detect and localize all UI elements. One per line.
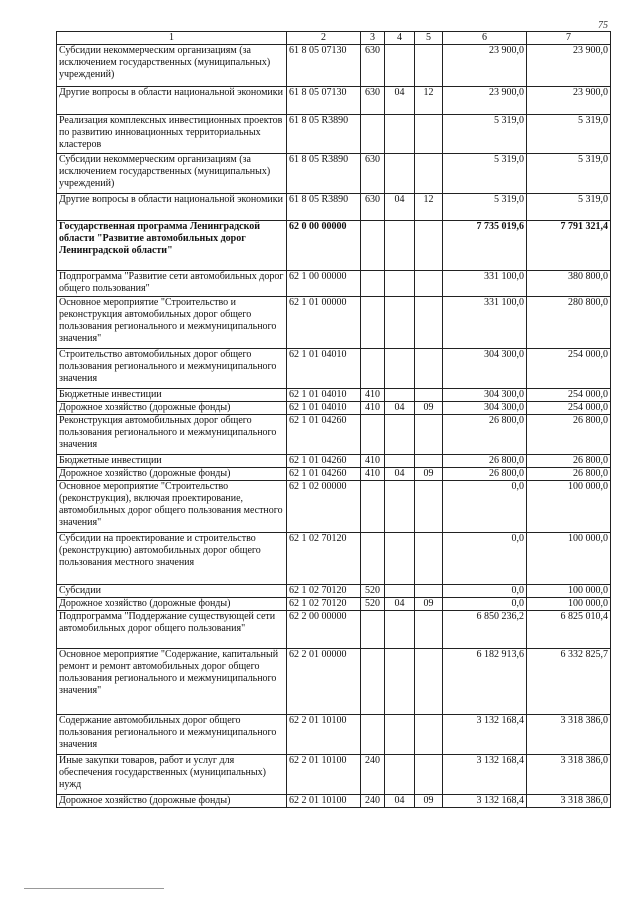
subsection-cell: 09 [415, 598, 443, 611]
target-article-cell: 62 1 02 70120 [287, 585, 361, 598]
expense-type-cell [361, 533, 385, 585]
section-cell [385, 481, 415, 533]
amount-year1-cell: 5 319,0 [443, 115, 527, 154]
amount-year2-cell: 23 900,0 [527, 45, 611, 87]
amount-year2-cell: 100 000,0 [527, 533, 611, 585]
amount-year1-cell: 304 300,0 [443, 402, 527, 415]
column-number: 4 [385, 32, 415, 45]
amount-year2-cell: 23 900,0 [527, 87, 611, 115]
amount-year1-cell: 6 182 913,6 [443, 649, 527, 715]
page-number: 75 [598, 20, 608, 31]
target-article-cell: 62 1 01 04260 [287, 468, 361, 481]
target-article-cell: 61 8 05 07130 [287, 45, 361, 87]
amount-year1-cell: 26 800,0 [443, 415, 527, 455]
amount-year2-cell: 380 800,0 [527, 271, 611, 297]
table-row [57, 611, 611, 649]
amount-year1-cell: 5 319,0 [443, 194, 527, 221]
row-name-cell: Другие вопросы в области национальной экономики [57, 87, 287, 115]
amount-year2-cell: 100 000,0 [527, 585, 611, 598]
subsection-cell [415, 481, 443, 533]
amount-year1-cell: 304 300,0 [443, 349, 527, 389]
target-article-cell: 62 0 00 00000 [287, 221, 361, 271]
expense-type-cell: 410 [361, 389, 385, 402]
amount-year2-cell: 100 000,0 [527, 481, 611, 533]
table-row [57, 481, 611, 533]
amount-year2-cell: 3 318 386,0 [527, 795, 611, 808]
row-name-cell: Реализация комплексных инвестиционных проектов по развитию инновационных территориальных кластеров [57, 115, 287, 154]
expense-type-cell [361, 221, 385, 271]
table-row [57, 455, 611, 468]
section-cell [385, 755, 415, 795]
column-number: 3 [361, 32, 385, 45]
section-cell: 04 [385, 87, 415, 115]
subsection-cell [415, 533, 443, 585]
row-name-cell: Субсидии на проектирование и строительство (реконструкцию) автомобильных дорог общего пользования местного значения [57, 533, 287, 585]
amount-year1-cell: 331 100,0 [443, 297, 527, 349]
subsection-cell [415, 45, 443, 87]
row-name-cell: Иные закупки товаров, работ и услуг для обеспечения государственных (муниципальных) нужд [57, 755, 287, 795]
expense-type-cell [361, 415, 385, 455]
target-article-cell: 62 1 02 70120 [287, 598, 361, 611]
subsection-cell: 09 [415, 468, 443, 481]
amount-year2-cell: 6 332 825,7 [527, 649, 611, 715]
table-row [57, 598, 611, 611]
row-name-cell: Субсидии некоммерческим организациям (за исключением государственных (муниципальных) учреждений) [57, 45, 287, 87]
amount-year1-cell: 23 900,0 [443, 45, 527, 87]
row-name-cell: Бюджетные инвестиции [57, 389, 287, 402]
expense-type-cell [361, 715, 385, 755]
amount-year1-cell: 7 735 019,6 [443, 221, 527, 271]
expense-type-cell: 630 [361, 45, 385, 87]
table-row [57, 115, 611, 154]
table-row [57, 755, 611, 795]
column-number: 6 [443, 32, 527, 45]
subsection-cell [415, 755, 443, 795]
expense-type-cell: 410 [361, 402, 385, 415]
column-number: 7 [527, 32, 611, 45]
section-cell [385, 533, 415, 585]
amount-year2-cell: 5 319,0 [527, 115, 611, 154]
target-article-cell: 62 2 01 10100 [287, 715, 361, 755]
subsection-cell [415, 271, 443, 297]
expense-type-cell [361, 349, 385, 389]
table-row [57, 297, 611, 349]
amount-year2-cell: 254 000,0 [527, 389, 611, 402]
target-article-cell: 62 2 01 00000 [287, 649, 361, 715]
subsection-cell [415, 154, 443, 194]
target-article-cell: 62 1 01 04260 [287, 455, 361, 468]
expense-type-cell: 520 [361, 585, 385, 598]
section-cell [385, 115, 415, 154]
row-name-cell: Дорожное хозяйство (дорожные фонды) [57, 468, 287, 481]
section-cell: 04 [385, 795, 415, 808]
table-row [57, 389, 611, 402]
column-number: 5 [415, 32, 443, 45]
row-name-cell: Основное мероприятие "Строительство (реконструкция), включая проектирование, автомобильных дорог общего пользования местного значения" [57, 481, 287, 533]
section-cell [385, 649, 415, 715]
row-name-cell: Другие вопросы в области национальной экономики [57, 194, 287, 221]
table-row [57, 271, 611, 297]
column-number: 1 [57, 32, 287, 45]
row-name-cell: Государственная программа Ленинградской области "Развитие автомобильных дорог Ленинградской области" [57, 221, 287, 271]
table-row [57, 585, 611, 598]
amount-year1-cell: 304 300,0 [443, 389, 527, 402]
table-row [57, 87, 611, 115]
amount-year2-cell: 7 791 321,4 [527, 221, 611, 271]
expense-type-cell: 630 [361, 154, 385, 194]
table-row [57, 221, 611, 271]
section-cell [385, 297, 415, 349]
amount-year1-cell: 23 900,0 [443, 87, 527, 115]
table-row [57, 402, 611, 415]
section-cell: 04 [385, 468, 415, 481]
section-cell: 04 [385, 598, 415, 611]
row-name-cell: Дорожное хозяйство (дорожные фонды) [57, 598, 287, 611]
target-article-cell: 62 1 01 04010 [287, 349, 361, 389]
amount-year1-cell: 26 800,0 [443, 455, 527, 468]
section-cell [385, 45, 415, 87]
section-cell [385, 611, 415, 649]
expense-type-cell [361, 297, 385, 349]
table-row [57, 45, 611, 87]
budget-table [56, 31, 611, 808]
amount-year2-cell: 254 000,0 [527, 349, 611, 389]
section-cell: 04 [385, 194, 415, 221]
column-number-row [57, 32, 611, 45]
section-cell [385, 715, 415, 755]
table-body [57, 32, 611, 808]
section-cell [385, 221, 415, 271]
subsection-cell: 09 [415, 795, 443, 808]
expense-type-cell: 520 [361, 598, 385, 611]
table-row [57, 468, 611, 481]
amount-year2-cell: 3 318 386,0 [527, 715, 611, 755]
target-article-cell: 61 8 05 07130 [287, 87, 361, 115]
target-article-cell: 61 8 05 R3890 [287, 154, 361, 194]
row-name-cell: Подпрограмма "Развитие сети автомобильных дорог общего пользования" [57, 271, 287, 297]
subsection-cell [415, 349, 443, 389]
table-row [57, 415, 611, 455]
table-row [57, 715, 611, 755]
section-cell [385, 349, 415, 389]
row-name-cell: Субсидии некоммерческим организациям (за исключением государственных (муниципальных) учреждений) [57, 154, 287, 194]
section-cell: 04 [385, 402, 415, 415]
amount-year2-cell: 254 000,0 [527, 402, 611, 415]
expense-type-cell: 410 [361, 455, 385, 468]
section-cell [385, 389, 415, 402]
expense-type-cell [361, 271, 385, 297]
amount-year1-cell: 5 319,0 [443, 154, 527, 194]
target-article-cell: 62 1 01 00000 [287, 297, 361, 349]
amount-year2-cell: 6 825 010,4 [527, 611, 611, 649]
amount-year1-cell: 3 132 168,4 [443, 715, 527, 755]
amount-year2-cell: 26 800,0 [527, 468, 611, 481]
amount-year1-cell: 0,0 [443, 481, 527, 533]
row-name-cell: Основное мероприятие "Содержание, капитальный ремонт и ремонт автомобильных дорог общего пользования регионального и межмуниципального значения" [57, 649, 287, 715]
section-cell [385, 415, 415, 455]
expense-type-cell [361, 481, 385, 533]
subsection-cell [415, 455, 443, 468]
target-article-cell: 62 1 02 70120 [287, 533, 361, 585]
subsection-cell [415, 585, 443, 598]
amount-year2-cell: 100 000,0 [527, 598, 611, 611]
subsection-cell: 12 [415, 87, 443, 115]
row-name-cell: Дорожное хозяйство (дорожные фонды) [57, 795, 287, 808]
target-article-cell: 61 8 05 R3890 [287, 115, 361, 154]
footnote-rule [24, 888, 164, 889]
amount-year1-cell: 331 100,0 [443, 271, 527, 297]
target-article-cell: 62 2 01 10100 [287, 795, 361, 808]
table-row [57, 194, 611, 221]
expense-type-cell: 630 [361, 194, 385, 221]
table-row [57, 795, 611, 808]
row-name-cell: Подпрограмма "Поддержание существующей сети автомобильных дорог общего пользования" [57, 611, 287, 649]
amount-year1-cell: 3 132 168,4 [443, 755, 527, 795]
table-row [57, 154, 611, 194]
amount-year2-cell: 26 800,0 [527, 415, 611, 455]
expense-type-cell [361, 649, 385, 715]
target-article-cell: 62 1 01 04010 [287, 402, 361, 415]
expense-type-cell: 630 [361, 87, 385, 115]
amount-year2-cell: 280 800,0 [527, 297, 611, 349]
target-article-cell: 61 8 05 R3890 [287, 194, 361, 221]
table-row [57, 533, 611, 585]
row-name-cell: Строительство автомобильных дорог общего пользования регионального и межмуниципального значения [57, 349, 287, 389]
subsection-cell [415, 649, 443, 715]
expense-type-cell: 410 [361, 468, 385, 481]
column-number: 2 [287, 32, 361, 45]
table-row [57, 649, 611, 715]
subsection-cell [415, 611, 443, 649]
row-name-cell: Бюджетные инвестиции [57, 455, 287, 468]
table-row [57, 349, 611, 389]
row-name-cell: Основное мероприятие "Строительство и реконструкция автомобильных дорог общего пользования регионального и межмуниципального значения" [57, 297, 287, 349]
row-name-cell: Дорожное хозяйство (дорожные фонды) [57, 402, 287, 415]
section-cell [385, 154, 415, 194]
subsection-cell [415, 415, 443, 455]
amount-year1-cell: 0,0 [443, 585, 527, 598]
target-article-cell: 62 2 00 00000 [287, 611, 361, 649]
section-cell [385, 585, 415, 598]
amount-year1-cell: 0,0 [443, 598, 527, 611]
amount-year2-cell: 26 800,0 [527, 455, 611, 468]
subsection-cell [415, 115, 443, 154]
amount-year2-cell: 5 319,0 [527, 194, 611, 221]
row-name-cell: Содержание автомобильных дорог общего пользования регионального и межмуниципального значения [57, 715, 287, 755]
row-name-cell: Реконструкция автомобильных дорог общего пользования регионального и межмуниципального значения [57, 415, 287, 455]
target-article-cell: 62 1 00 00000 [287, 271, 361, 297]
expense-type-cell: 240 [361, 755, 385, 795]
target-article-cell: 62 1 02 00000 [287, 481, 361, 533]
expense-type-cell [361, 611, 385, 649]
subsection-cell [415, 389, 443, 402]
target-article-cell: 62 1 01 04010 [287, 389, 361, 402]
amount-year1-cell: 6 850 236,2 [443, 611, 527, 649]
section-cell [385, 271, 415, 297]
target-article-cell: 62 2 01 10100 [287, 755, 361, 795]
amount-year1-cell: 26 800,0 [443, 468, 527, 481]
section-cell [385, 455, 415, 468]
target-article-cell: 62 1 01 04260 [287, 415, 361, 455]
subsection-cell [415, 715, 443, 755]
expense-type-cell: 240 [361, 795, 385, 808]
amount-year1-cell: 3 132 168,4 [443, 795, 527, 808]
row-name-cell: Субсидии [57, 585, 287, 598]
subsection-cell [415, 297, 443, 349]
subsection-cell [415, 221, 443, 271]
amount-year2-cell: 5 319,0 [527, 154, 611, 194]
subsection-cell: 12 [415, 194, 443, 221]
amount-year2-cell: 3 318 386,0 [527, 755, 611, 795]
amount-year1-cell: 0,0 [443, 533, 527, 585]
expense-type-cell [361, 115, 385, 154]
subsection-cell: 09 [415, 402, 443, 415]
